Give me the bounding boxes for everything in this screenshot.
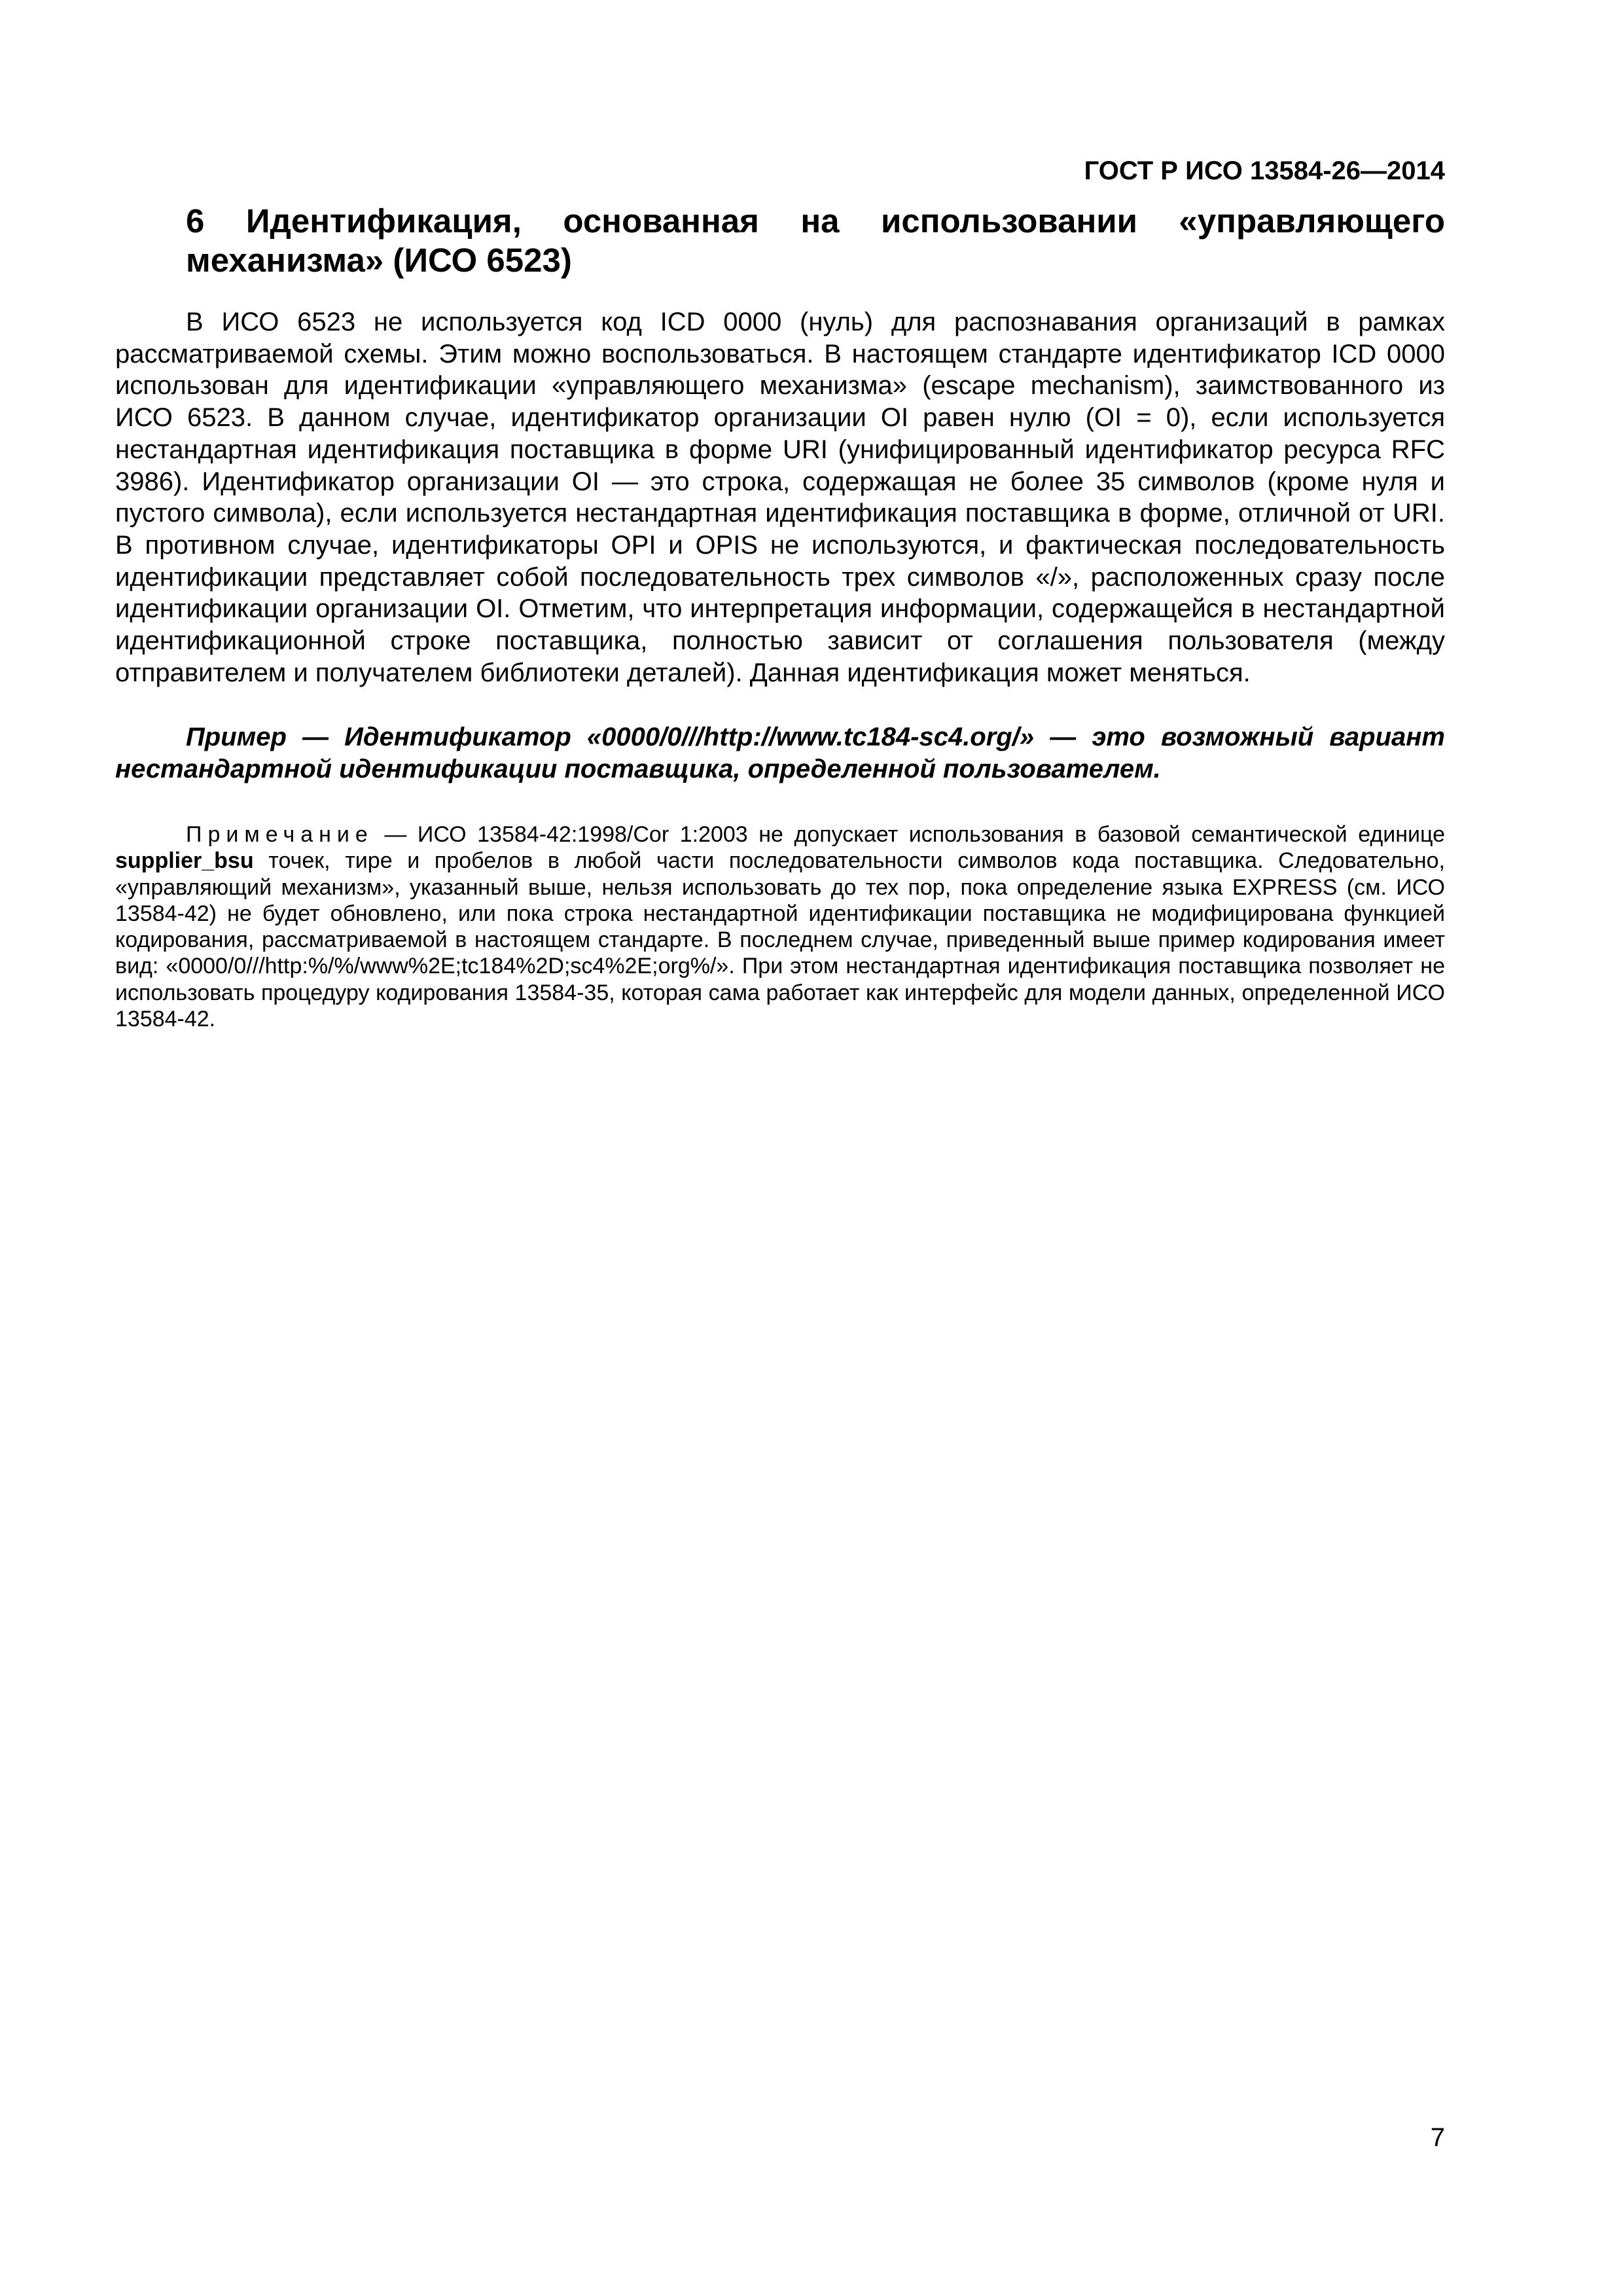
note-text-part2: точек, тире и пробелов в любой части последовательности символов кода поставщика. Следовательно, «управляющий механизм», указанный выше, нельзя использовать до тех пор, пока определение языка EXPRESS (см. ИСО 13584-42) не будет обновлено, или пока строка нестандартной идентификации поставщика не модифицирована функцией кодирования, рассматриваемой в настоящем стандарте. В последнем случае, приведенный выше пример кодирования имеет вид: «0000/0///http:%/%/www%2E;tc184%2D;sc4%2E;org%/». При этом нестандартная идентификация поставщика позволяет не использовать процедуру кодирования 13584-35, которая сама работает как интерфейс для модели данных, определенной ИСО 13584-42. — [115, 848, 1445, 1032]
document-code-header: ГОСТ Р ИСО 13584-26—2014 — [1084, 156, 1445, 185]
section-title: 6 Идентификация, основанная на использовании «управляющего механизма» (ИСО 6523) — [186, 202, 1445, 279]
page-number: 7 — [1430, 2123, 1445, 2152]
body-paragraph: В ИСО 6523 не используется код ICD 0000 (нуль) для распознавания организаций в рамках рассматриваемой схемы. Этим можно воспользоваться. В настоящем стандарте идентификатор ICD 0000 использован для идентификации «управляющего механизма» (escape mechanism), заимствованного из ИСО 6523. В данном случае, идентификатор организации OI равен нулю (OI = 0), если используется нестандартная идентификация поставщика в форме URI (унифицированный идентификатор ресурса RFC 3986). Идентификатор организации OI — это строка, содержащая не более 35 символов (кроме нуля и пустого символа), если используется нестандартная идентификация поставщика в форме, отличной от URI. В противном случае, идентификаторы OPI и OPIS не используются, и фактическая последовательность идентификации представляет собой последовательность трех символов «/», расположенных сразу после идентификации организации OI. Отметим, что интерпретация информации, содержащейся в нестандартной идентификационной строке поставщика, полностью зависит от соглашения пользователя (между отправителем и получателем библиотеки деталей). Данная идентификация может меняться. — [115, 308, 1445, 687]
note-term: supplier_bsu — [115, 848, 254, 874]
example-paragraph: Пример — Идентификатор «0000/0///http://www.tc184-sc4.org/» — это возможный вариант нестандартной идентификации поставщика, определенной пользователем. — [115, 723, 1445, 783]
note-paragraph — [115, 821, 1445, 1032]
note-text-part1: — ИСО 13584-42:1998/Cor 1:2003 не допускает использования в базовой семантической единице — [373, 822, 1445, 847]
note-label: Примечание — [186, 822, 374, 847]
